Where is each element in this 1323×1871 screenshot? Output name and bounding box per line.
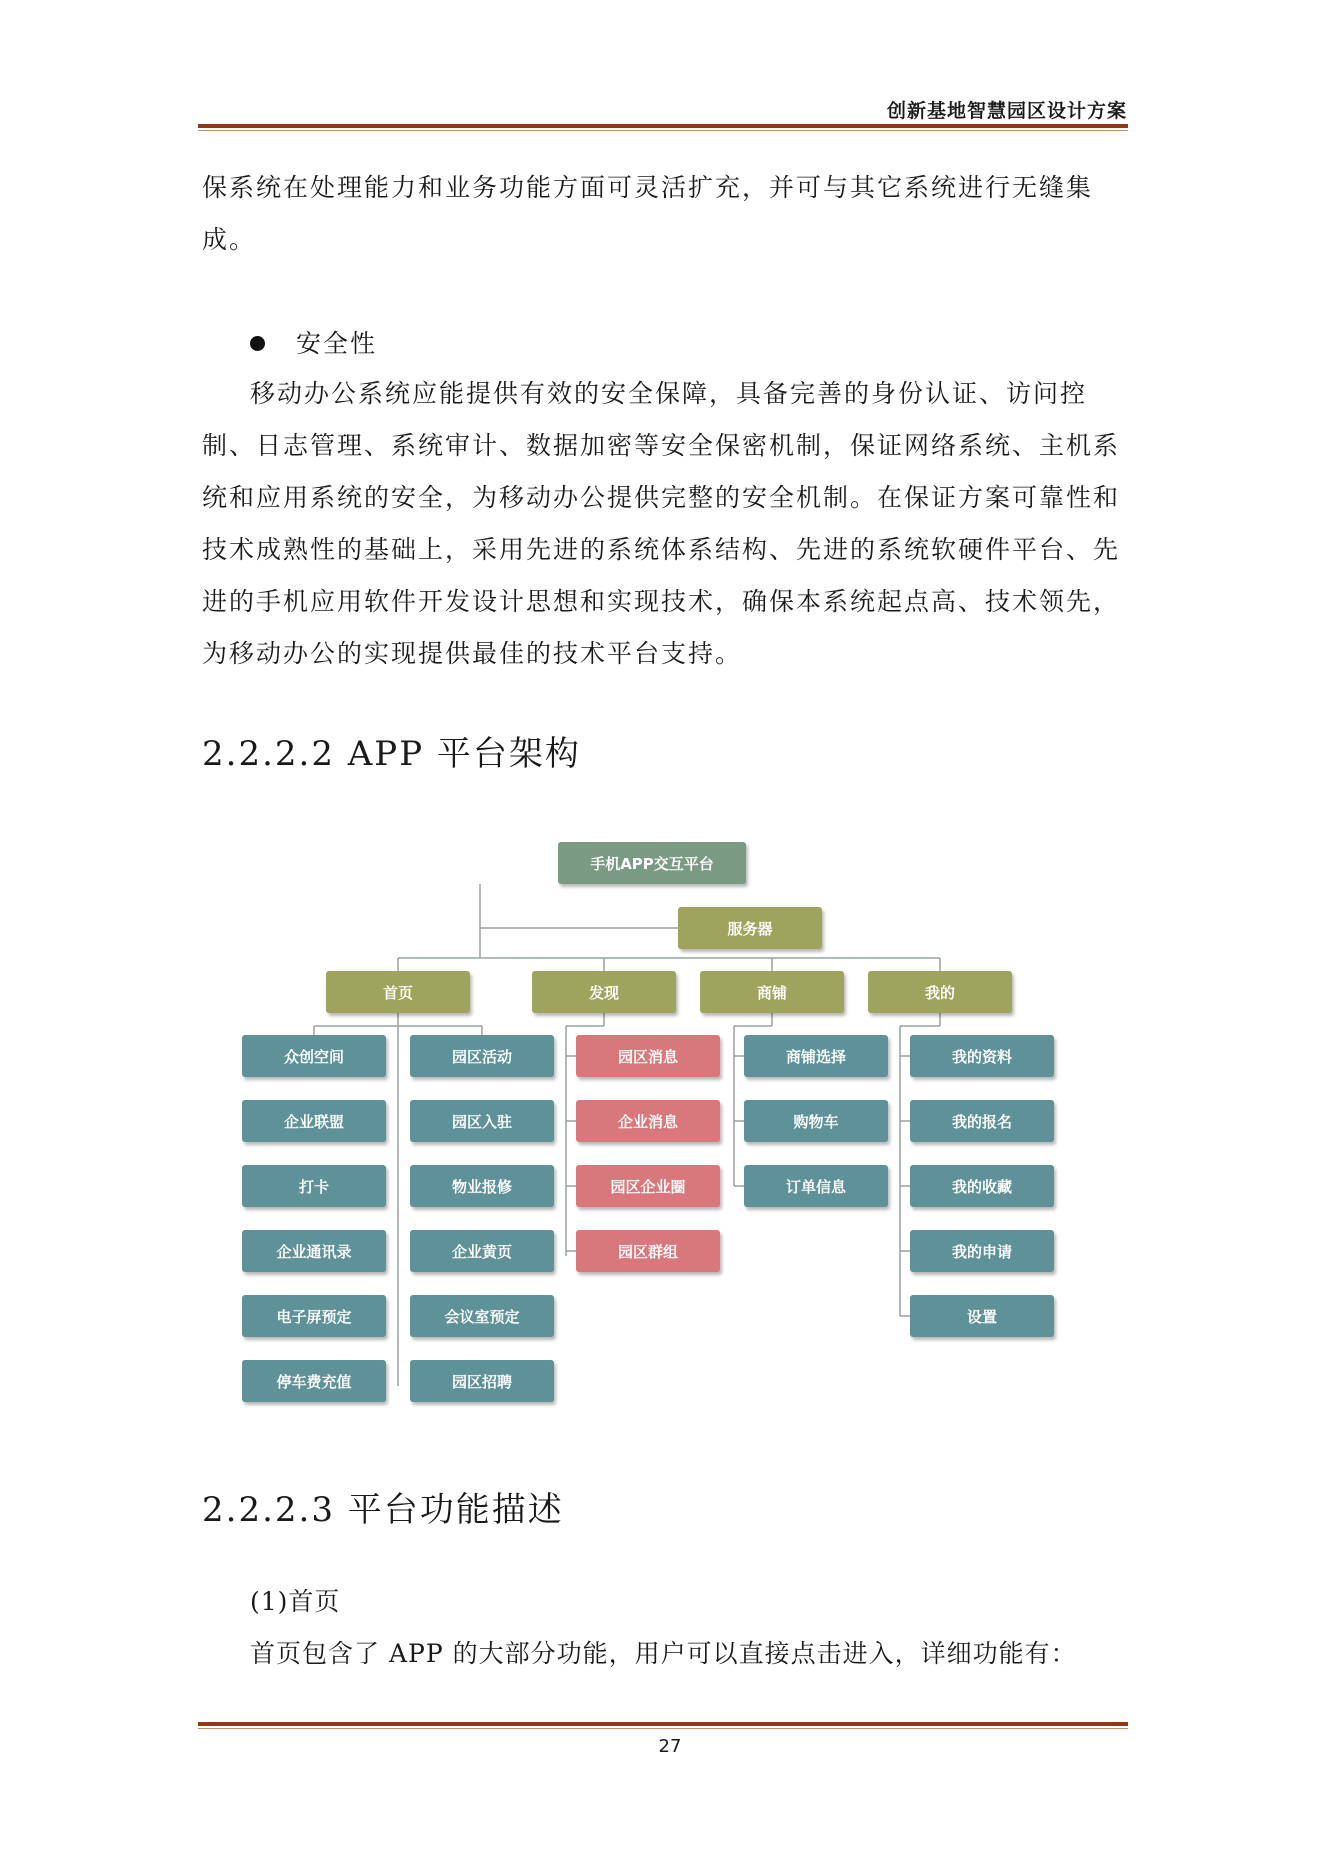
security-line-2: 制、日志管理、系统审计、数据加密等安全保密机制，保证网络系统、主机系 <box>202 431 1121 460</box>
footer-rule <box>198 1722 1128 1729</box>
header-rule <box>198 124 1128 131</box>
node-discover-item: 企业消息 <box>576 1100 720 1142</box>
security-line-1: 移动办公系统应能提供有效的安全保障，具备完善的身份认证、访问控 <box>250 379 1088 408</box>
intro-line-1: 保系统在处理能力和业务功能方面可灵活扩充，并可与其它系统进行无缝集 <box>202 173 1094 202</box>
node-root: 手机APP交互平台 <box>558 842 746 884</box>
node-home-item: 园区入驻 <box>410 1100 554 1142</box>
node-category-mine: 我的 <box>868 971 1012 1013</box>
security-line-6: 为移动办公的实现提供最佳的技术平台支持。 <box>202 639 743 668</box>
node-mine-item: 我的收藏 <box>910 1165 1054 1207</box>
node-shop-item: 商铺选择 <box>744 1035 888 1077</box>
security-line-4: 技术成熟性的基础上，采用先进的系统体系结构、先进的系统软硬件平台、先 <box>202 535 1121 564</box>
home-description: 首页包含了 APP 的大部分功能，用户可以直接点击进入，详细功能有： <box>250 1639 1077 1668</box>
node-home-item: 会议室预定 <box>410 1295 554 1337</box>
node-shop-item: 订单信息 <box>744 1165 888 1207</box>
node-discover-item: 园区消息 <box>576 1035 720 1077</box>
node-discover-item: 园区企业圈 <box>576 1165 720 1207</box>
intro-paragraph <box>202 162 1122 266</box>
app-architecture-diagram <box>240 830 1060 1410</box>
node-mine-item: 我的报名 <box>910 1100 1054 1142</box>
security-line-5: 进的手机应用软件开发设计思想和实现技术，确保本系统起点高、技术领先， <box>202 587 1121 616</box>
node-home-item: 园区招聘 <box>410 1360 554 1402</box>
node-home-item: 停车费充值 <box>242 1360 386 1402</box>
node-home-item: 园区活动 <box>410 1035 554 1077</box>
intro-line-2: 成。 <box>202 225 257 254</box>
header-title: 创新基地智慧园区设计方案 <box>886 100 1127 122</box>
node-discover-item: 园区群组 <box>576 1230 720 1272</box>
subsection-home: (1)首页 <box>250 1587 341 1616</box>
security-paragraph <box>202 368 1122 680</box>
node-server: 服务器 <box>678 907 822 949</box>
node-home-item: 打卡 <box>242 1165 386 1207</box>
node-shop-item: 购物车 <box>744 1100 888 1142</box>
node-home-item: 企业联盟 <box>242 1100 386 1142</box>
node-home-item: 物业报修 <box>410 1165 554 1207</box>
section-heading-function-desc: 2.2.2.3 平台功能描述 <box>202 1490 564 1530</box>
node-home-item: 企业黄页 <box>410 1230 554 1272</box>
bullet-title: 安全性 <box>296 329 378 358</box>
node-home-item: 企业通讯录 <box>242 1230 386 1272</box>
page-number: 27 <box>658 1736 682 1757</box>
node-home-item: 众创空间 <box>242 1035 386 1077</box>
node-category-shop: 商铺 <box>700 971 844 1013</box>
node-mine-item: 我的资料 <box>910 1035 1054 1077</box>
node-category-discover: 发现 <box>532 971 676 1013</box>
security-line-3: 统和应用系统的安全，为移动办公提供完整的安全机制。在保证方案可靠性和 <box>202 483 1121 512</box>
node-mine-item: 设置 <box>910 1295 1054 1337</box>
section-heading-app-architecture: 2.2.2.2 APP 平台架构 <box>202 734 581 774</box>
bullet-dot-icon <box>250 336 265 351</box>
node-mine-item: 我的申请 <box>910 1230 1054 1272</box>
node-home-item: 电子屏预定 <box>242 1295 386 1337</box>
node-category-home: 首页 <box>326 971 470 1013</box>
